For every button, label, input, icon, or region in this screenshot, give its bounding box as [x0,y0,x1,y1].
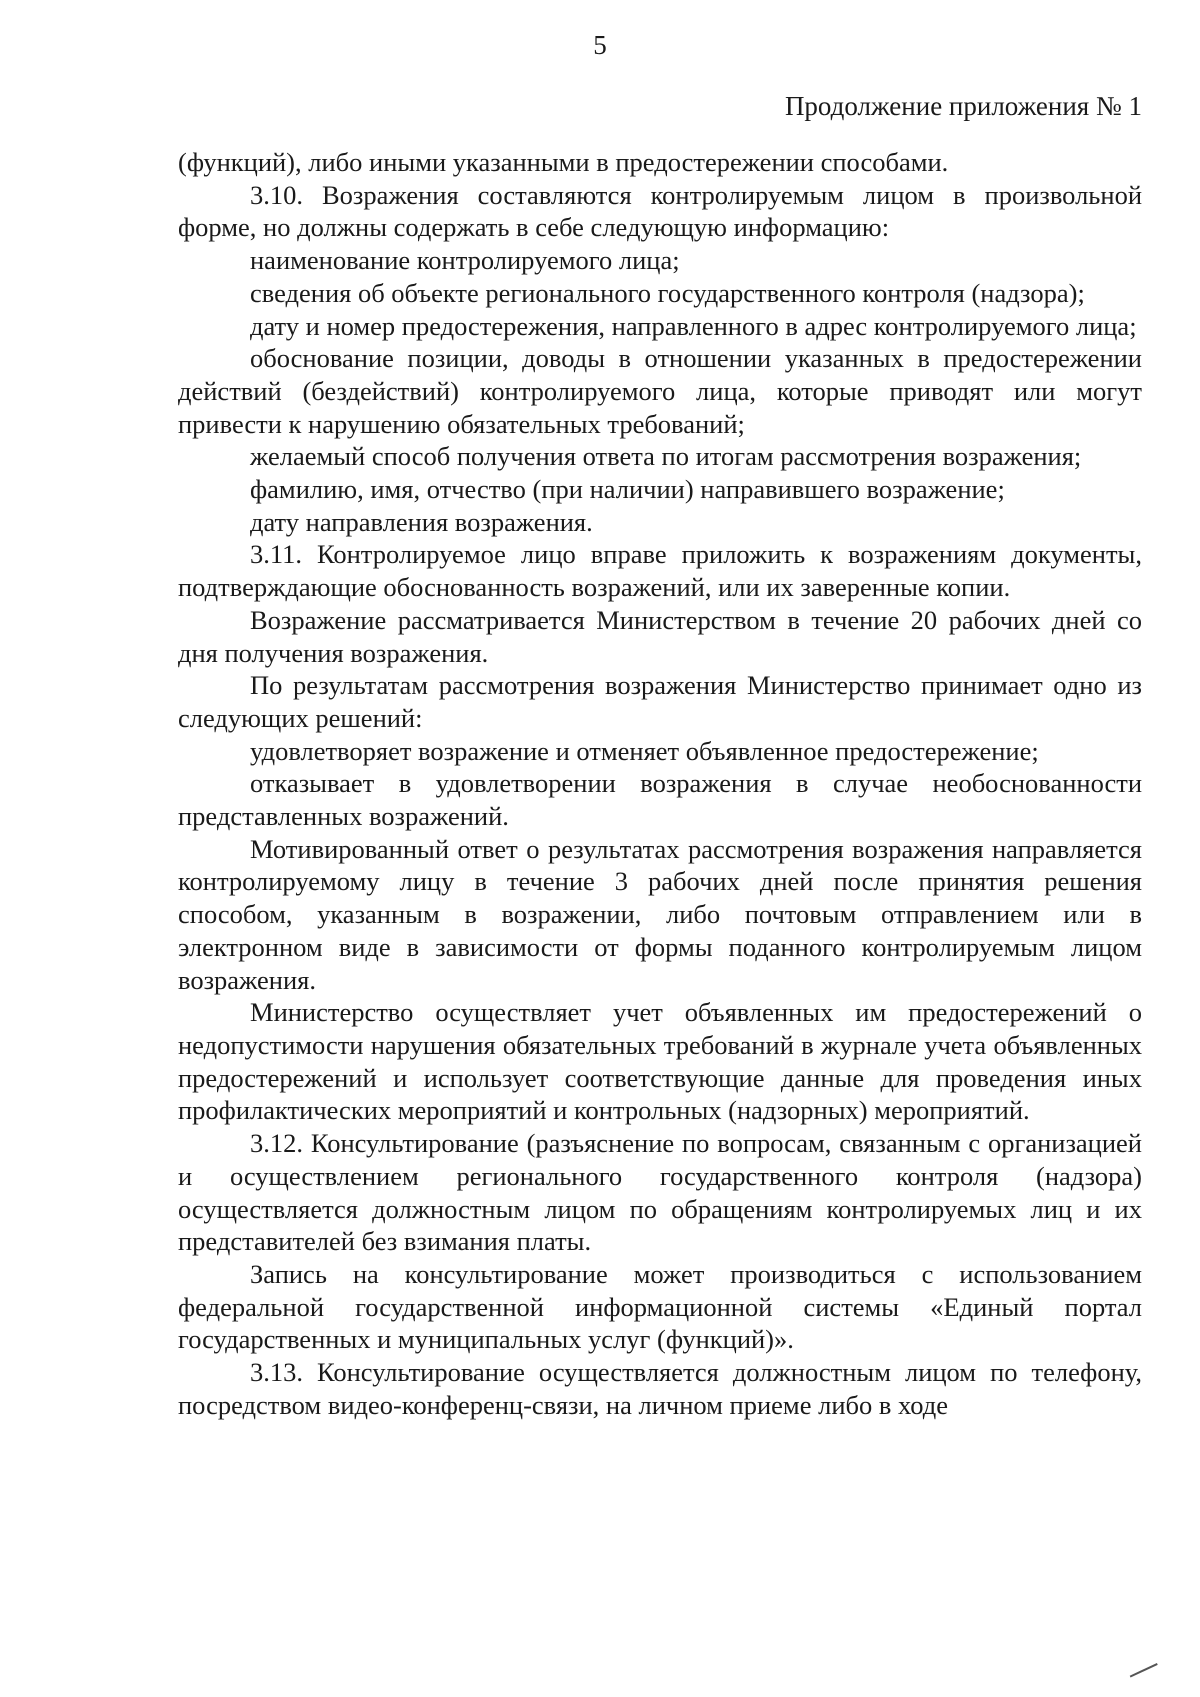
list-item: наименование контролируемого лица; [250,245,680,276]
page-number: 5 [593,30,607,60]
list-item: сведения об объекте регионального государственного контроля (надзора); [250,277,1085,308]
paragraph: 3.13. Консультирование осуществляется должностным лицом по телефону, посредством видео-конференц-связи, на личном приеме либо в ходе [178,1357,1142,1420]
paragraph: По результатам рассмотрения возражения Министерство принимает одно из следующих решений: [178,670,1142,733]
paragraph: (функций), либо иными указанными в предостережении способами. [178,147,949,177]
paragraph: 3.11. Контролируемое лицо вправе приложить к возражениям документы, подтверждающие обоснованность возражений, или их заверенные копии. [178,539,1142,603]
list-item: удовлетворяет возражение и отменяет объявленное предостережение; [250,735,1039,766]
list-item: дату направления возражения. [250,506,593,537]
list-item: отказывает в удовлетворении возражения в случае необоснованности представленных возражений. [178,768,1142,832]
paragraph: 3.12. Консультирование (разъяснение по вопросам, связанным с организацией и осуществлением регионального государственного контроля (надзора) осуществляется должностным лицом по обращениям контролируемых лиц и их представителей без взимания платы. [178,1128,1142,1257]
appendix-continuation-header: Продолжение приложения № 1 [784,91,1142,121]
list-item: дату и номер предостережения, направленного в адрес контролируемого лица; [250,310,1137,341]
list-item: желаемый способ получения ответа по итогам рассмотрения возражения; [250,441,1082,472]
paragraph: Мотивированный ответ о результатах рассмотрения возражения направляется контролируемому лицу в течение 3 рабочих дней после принятия решения способом, указанным в возражении, либо почтовым отправлением или в электронном виде в зависимости от формы поданного контролируемым лицом возражения. [178,833,1142,995]
paragraph: Запись на консультирование может производиться с использованием федеральной государственной информационной системы «Единый портал государственных и муниципальных услуг (функций)». [178,1258,1142,1355]
scan-artifact-mark [1130,1663,1161,1683]
list-item: обоснование позиции, доводы в отношении указанных в предостережении действий (бездействий) контролируемого лица, которые приводят или могут привести к нарушению обязательных требований; [178,343,1142,439]
paragraph: Министерство осуществляет учет объявленных им предостережений о недопустимости нарушения обязательных требований в журнале учета объявленных предостережений и использует соответствующие данные для проведения иных профилактических мероприятий и контрольных (надзорных) мероприятий. [178,997,1142,1126]
paragraph: Возражение рассматривается Министерством в течение 20 рабочих дней со дня получения возражения. [178,604,1142,668]
paragraph: 3.10. Возражения составляются контролируемым лицом в произвольной форме, но должны содержать в себе следующую информацию: [178,179,1142,243]
list-item: фамилию, имя, отчество (при наличии) направившего возражение; [250,474,1005,505]
document-body [178,146,1142,1421]
